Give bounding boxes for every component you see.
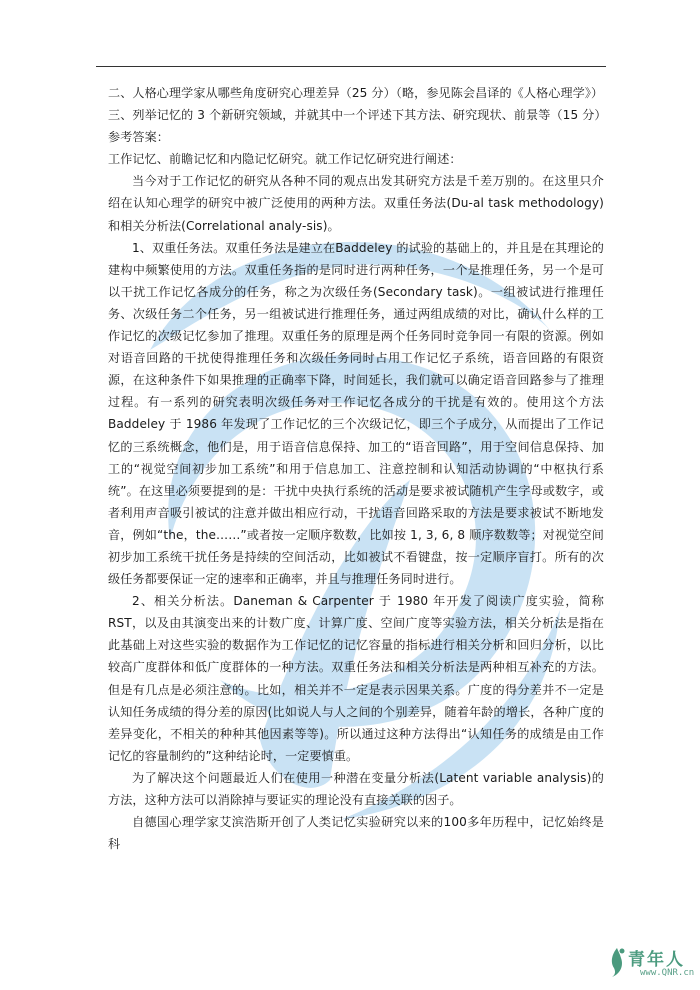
brand-logo-icon [606, 946, 628, 978]
paragraph-ebbinghaus: 自德国心理学家艾滨浩斯开创了人类记忆实验研究以来的100多年历程中，记忆始终是科 [108, 815, 604, 852]
answer-heading: 参考答案： [108, 130, 169, 145]
paragraph-latent-variable: 为了解决这个问题最近人们在使用一种潜在变量分析法(Latent variable analysis)的方法，这种方法可以消除掉与要证实的理论没有直接关联的因子。 [108, 770, 604, 807]
paragraph-methods-overview: 当今对于工作记忆的研究从各种不同的观点出发其研究方法是千差万别的。在这里只介绍在认知心理学的研究中被广泛使用的两种方法。双重任务法(Du-al task methodology)和相关分析法(Correlational analy-sis)。 [108, 174, 604, 233]
question-two: 二、人格心理学家从哪些角度研究心理差异（25 分）（略，参见陈会昌译的《人格心理学》） [108, 86, 604, 100]
document-body [108, 82, 607, 855]
header-rule [96, 66, 606, 67]
paragraph-dual-task: 1、双重任务法。双重任务法是建立在Baddeley 的试验的基础上的，并且是在其理论的建构中频繁使用的方法。双重任务指的是同时进行两种任务，一个是推理任务，另一个是可以干扰工作记忆各成分的任务，称之为次级任务(Secondary task)。一组被试进行推理任务、次级任务二个任务，另一组被试进行推理任务，通过两组成绩的对比，确认什么样的工作记忆的次级记忆参加了推理。双重任务的原理是两个任务同时竞争同一有限的资源。例如对语音回路的干扰使得推理任务和次级任务同时占用工作记忆子系统，语音回路的有限资源，在这种条件下如果推理的正确率下降，时间延长，我们就可以确定语音回路参与了推理过程。有一系列的研究表明次级任务对工作记忆各成分的干扰是有效的。使用这个方法 Baddeley 于 1986 年发现了工作记忆的三个次级记忆，即三个子成分，从而提出了工作记忆的三系统概念，他们是，用于语音信息保持、加工的“语音回路”，用于空间信息保持、加工的“视觉空间初步加工系统”和用于信息加工、注意控制和认知活动协调的“中枢执行系统”。在这里必须要提到的是：干扰中央执行系统的活动是要求被试随机产生字母或数字，或者利用声音吸引被试的注意并做出相应行动，干扰语音回路采取的方法是要求被试不断地发音，例如“the，the……”或者按一定顺序数数，比如按 1, 3, 6, 8 顺序数数等；对视觉空间初步加工系统干扰任务是持续的空间活动，比如被试不看键盘，按一定顺序盲打。所有的次级任务都要保证一定的速率和正确率，并且与推理任务同时进行。 [108, 240, 604, 587]
brand-name: 青年人 [628, 950, 685, 970]
paragraph-correlational: 2、相关分析法。Daneman & Carpenter 于 1980 年开发了阅读广度实验，简称RST，以及由其演变出来的计数广度、计算广度、空间广度等实验方法，相关分析法是指在此基础上对这些实验的数据作为工作记忆的记忆容量的指标进行相关分析和回归分析，以比较高广度群体和低广度群体的一种方法。双重任务法和相关分析法是两种相互补充的方法。但是有几点是必须注意的。比如，相关并不一定是表示因果关系。广度的得分差并不一定是认知任务成绩的得分差的原因(比如说人与人之间的个别差异，随着年龄的增长，各种广度的差异变化，不相关的种种其他因素等等)。所以通过这种方法得出“认知任务的成绩是由工作记忆的容量制约的”这种结论时，一定要慎重。 [108, 594, 604, 763]
answer-intro: 工作记忆、前瞻记忆和内隐记忆研究。就工作记忆研究进行阐述： [108, 152, 462, 167]
question-three: 三、列举记忆的 3 个新研究领域，并就其中一个评述下其方法、研究现状、前景等（15 分） [108, 108, 607, 123]
brand-url: www.QNR.cn [640, 968, 695, 978]
